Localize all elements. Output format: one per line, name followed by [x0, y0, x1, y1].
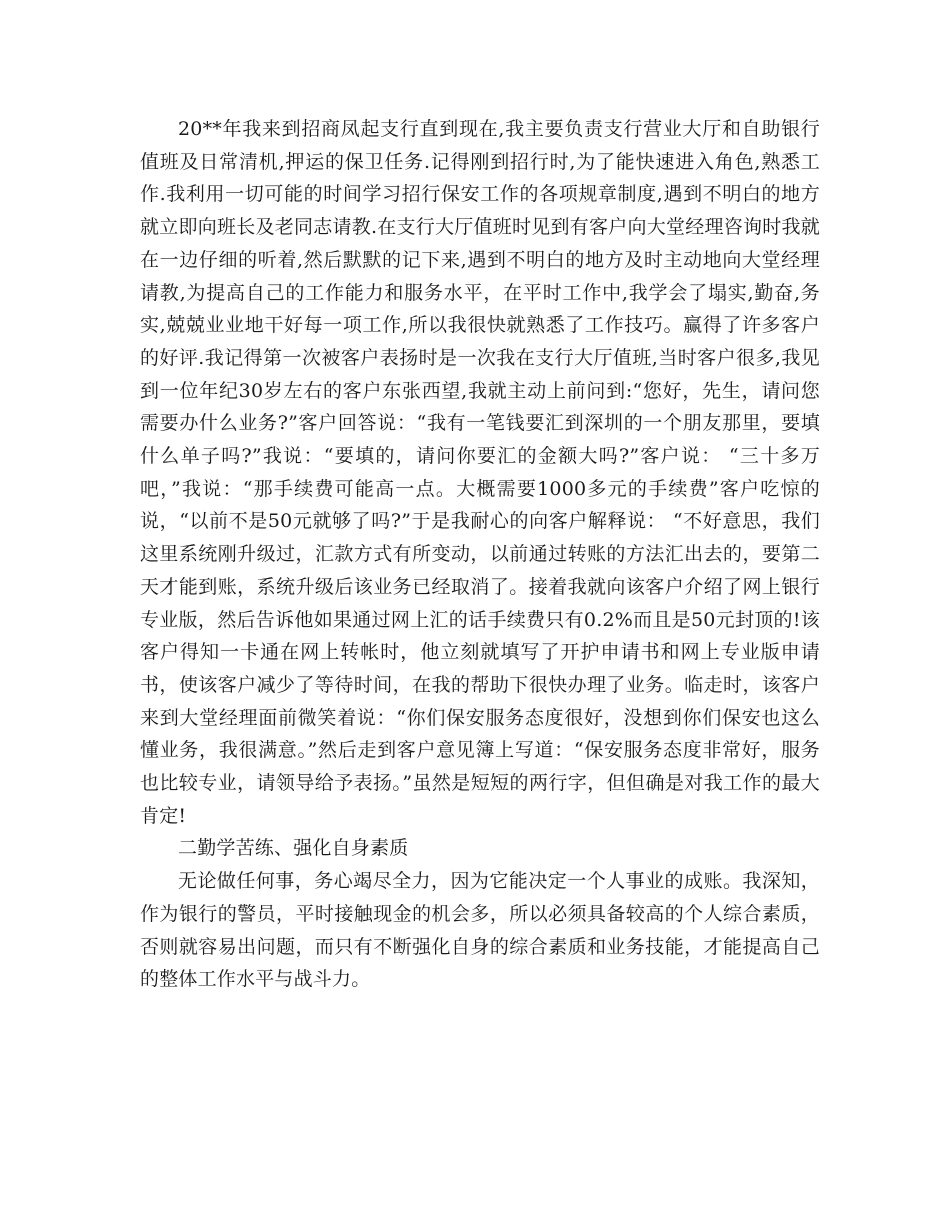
body-paragraph-experience: 20**年我来到招商凤起支行直到现在,我主要负责支行营业大厅和自助银行值班及日常清机,押运的保卫任务.记得刚到招行时,为了能快速进入角色,熟悉工作.我利用一切可能的时间学习招行保安工作的各项规章制度,遇到不明白的地方就立即向班长及老同志请教.在支行大厅值班时见到有客户向大堂经理咨询时我就在一边仔细的听着,然后默默的记下来,遇到不明白的地方及时主动地向大堂经理请教,为提高自己的工作能力和服务水平，在平时工作中,我学会了塌实,勤奋,务实,兢兢业业地干好每一项工作,所以我很快就熟悉了工作技巧。赢得了许多客户的好评.我记得第一次被客户表扬时是一次我在支行大厅值班,当时客户很多,我见到一位年纪30岁左右的客户东张西望,我就主动上前问到:“您好，先生，请问您需要办什么业务?”客户回答说：“我有一笔钱要汇到深圳的一个朋友那里，要填什么单子吗?”我说：“要填的，请问你要汇的金额大吗?”客户说： “三十多万吧，”我说：“那手续费可能高一点。大概需要1000多元的手续费”客户吃惊的说，“以前不是50元就够了吗?”于是我耐心的向客户解释说： “不好意思，我们这里系统刚升级过，汇款方式有所变动，以前通过转账的方法汇出去的，要第二天才能到账，系统升级后该业务已经取消了。接着我就向该客户介绍了网上银行专业版，然后告诉他如果通过网上汇的话手续费只有0.2%而且是50元封顶的!该客户得知一卡通在网上转帐时，他立刻就填写了开护申请书和网上专业版申请书，使该客户减少了等待时间，在我的帮助下很快办理了业务。临走时，该客户来到大堂经理面前微笑着说：“你们保安服务态度很好，没想到你们保安也这么懂业务，我很满意。”然后走到客户意见簿上写道：“保安服务态度非常好，服务也比较专业，请领导给予表扬。”虽然是短短的两行字，但但确是对我工作的最大肯定! [140, 118, 820, 827]
document-body [140, 113, 820, 996]
body-paragraph-quality: 无论做任何事，务心竭尽全力，因为它能决定一个人事业的成账。我深知，作为银行的警员，平时接触现金的机会多，所以必须具备较高的个人综合素质，否则就容易出问题，而只有不断强化自身的综合素质和业务技能，才能提高自己的整体工作水平与战斗力。 [140, 870, 820, 991]
section-heading: 二勤学苦练、强化自身素质 [178, 837, 409, 860]
